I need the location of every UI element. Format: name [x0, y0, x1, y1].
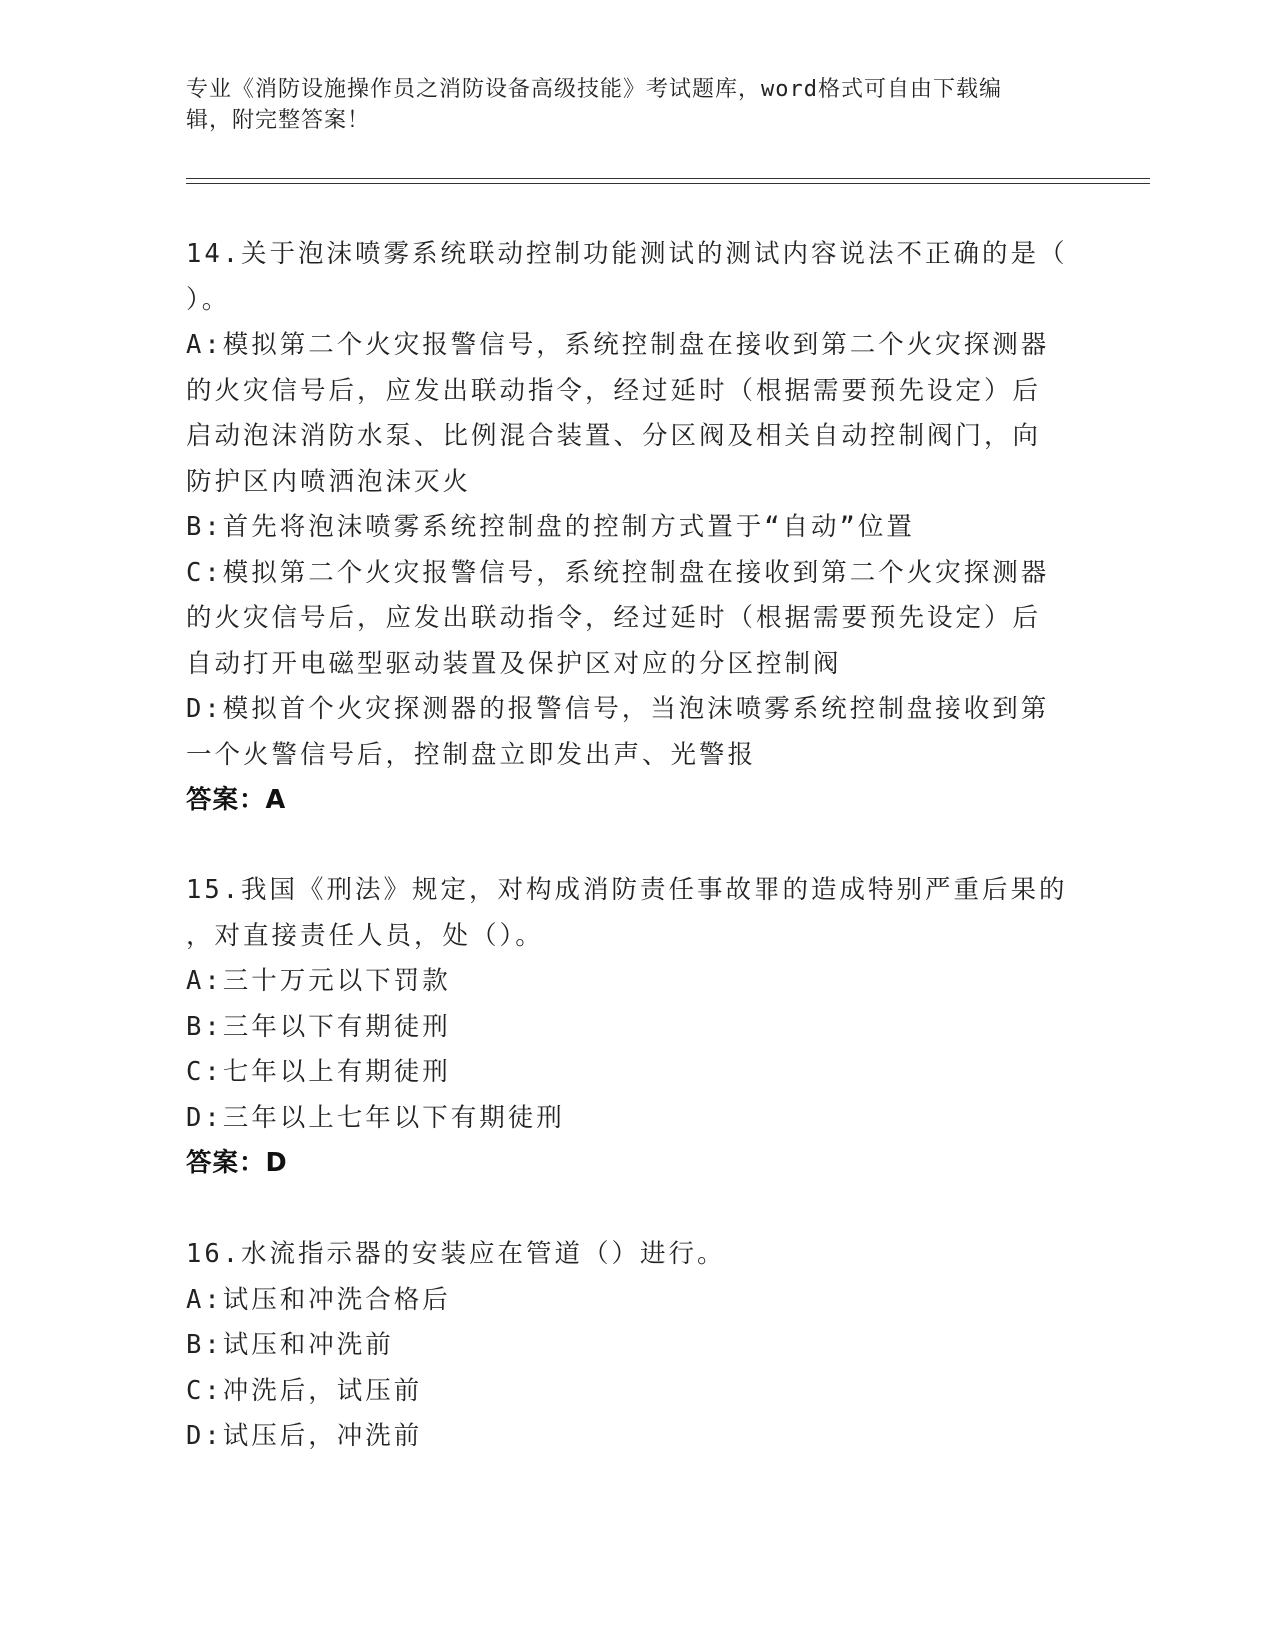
question-16	[186, 1232, 1076, 1460]
option-line: D:三年以上七年以下有期徒刑	[186, 1102, 565, 1133]
option-line: B:三年以下有期徒刑	[186, 1011, 451, 1042]
question-14	[186, 232, 1076, 824]
option-line: C:冲洗后，试压前	[186, 1375, 423, 1406]
option-line: D:试压后，冲洗前	[186, 1421, 423, 1451]
option-line: 的火灾信号后，应发出联动指令，经过延时（根据需要预先设定）后	[186, 603, 1042, 633]
question-15	[186, 868, 1076, 1187]
option-line: 自动打开电磁型驱动装置及保护区对应的分区控制阀	[186, 648, 842, 679]
option-line: A:模拟第二个火灾报警信号，系统控制盘在接收到第二个火灾探测器	[186, 330, 1050, 360]
option-line: B:首先将泡沫喷雾系统控制盘的控制方式置于“自动”位置	[186, 512, 915, 542]
question-text: ）。	[186, 284, 231, 315]
option-line: C:七年以上有期徒刑	[186, 1057, 451, 1087]
option-line: 启动泡沫消防水泵、比例混合装置、分区阀及相关自动控制阀门，向	[186, 421, 1042, 451]
question-text: ，对直接责任人员，处（）。	[186, 920, 544, 951]
header-divider	[186, 183, 1150, 184]
option-line: 防护区内喷洒泡沫灭火	[186, 466, 472, 497]
option-line: 的火灾信号后，应发出联动指令，经过延时（根据需要预先设定）后	[186, 375, 1042, 406]
option-line: C:模拟第二个火灾报警信号，系统控制盘在接收到第二个火灾探测器	[186, 557, 1050, 588]
answer-line: 答案：D	[186, 1148, 288, 1178]
question-text: 16.水流指示器的安装应在管道（）进行。	[186, 1239, 726, 1269]
header-line: 辑，附完整答案！	[186, 108, 371, 133]
option-line: 一个火警信号后，控制盘立即发出声、光警报	[186, 739, 757, 770]
option-line: A:三十万元以下罚款	[186, 966, 451, 996]
option-line: A:试压和冲洗合格后	[186, 1284, 451, 1315]
option-line: B:试压和冲洗前	[186, 1330, 394, 1360]
header-line: 专业《消防设施操作员之消防设备高级技能》考试题库，word格式可自由下载编	[186, 77, 1002, 102]
header-divider	[186, 178, 1150, 179]
question-text: 15.我国《刑法》规定，对构成消防责任事故罪的造成特别严重后果的	[186, 875, 1068, 905]
question-text: 14.关于泡沫喷雾系统联动控制功能测试的测试内容说法不正确的是（	[186, 239, 1068, 269]
document-header	[186, 74, 1066, 136]
option-line: D:模拟首个火灾探测器的报警信号，当泡沫喷雾系统控制盘接收到第	[186, 694, 1050, 724]
answer-line: 答案：A	[186, 785, 287, 815]
